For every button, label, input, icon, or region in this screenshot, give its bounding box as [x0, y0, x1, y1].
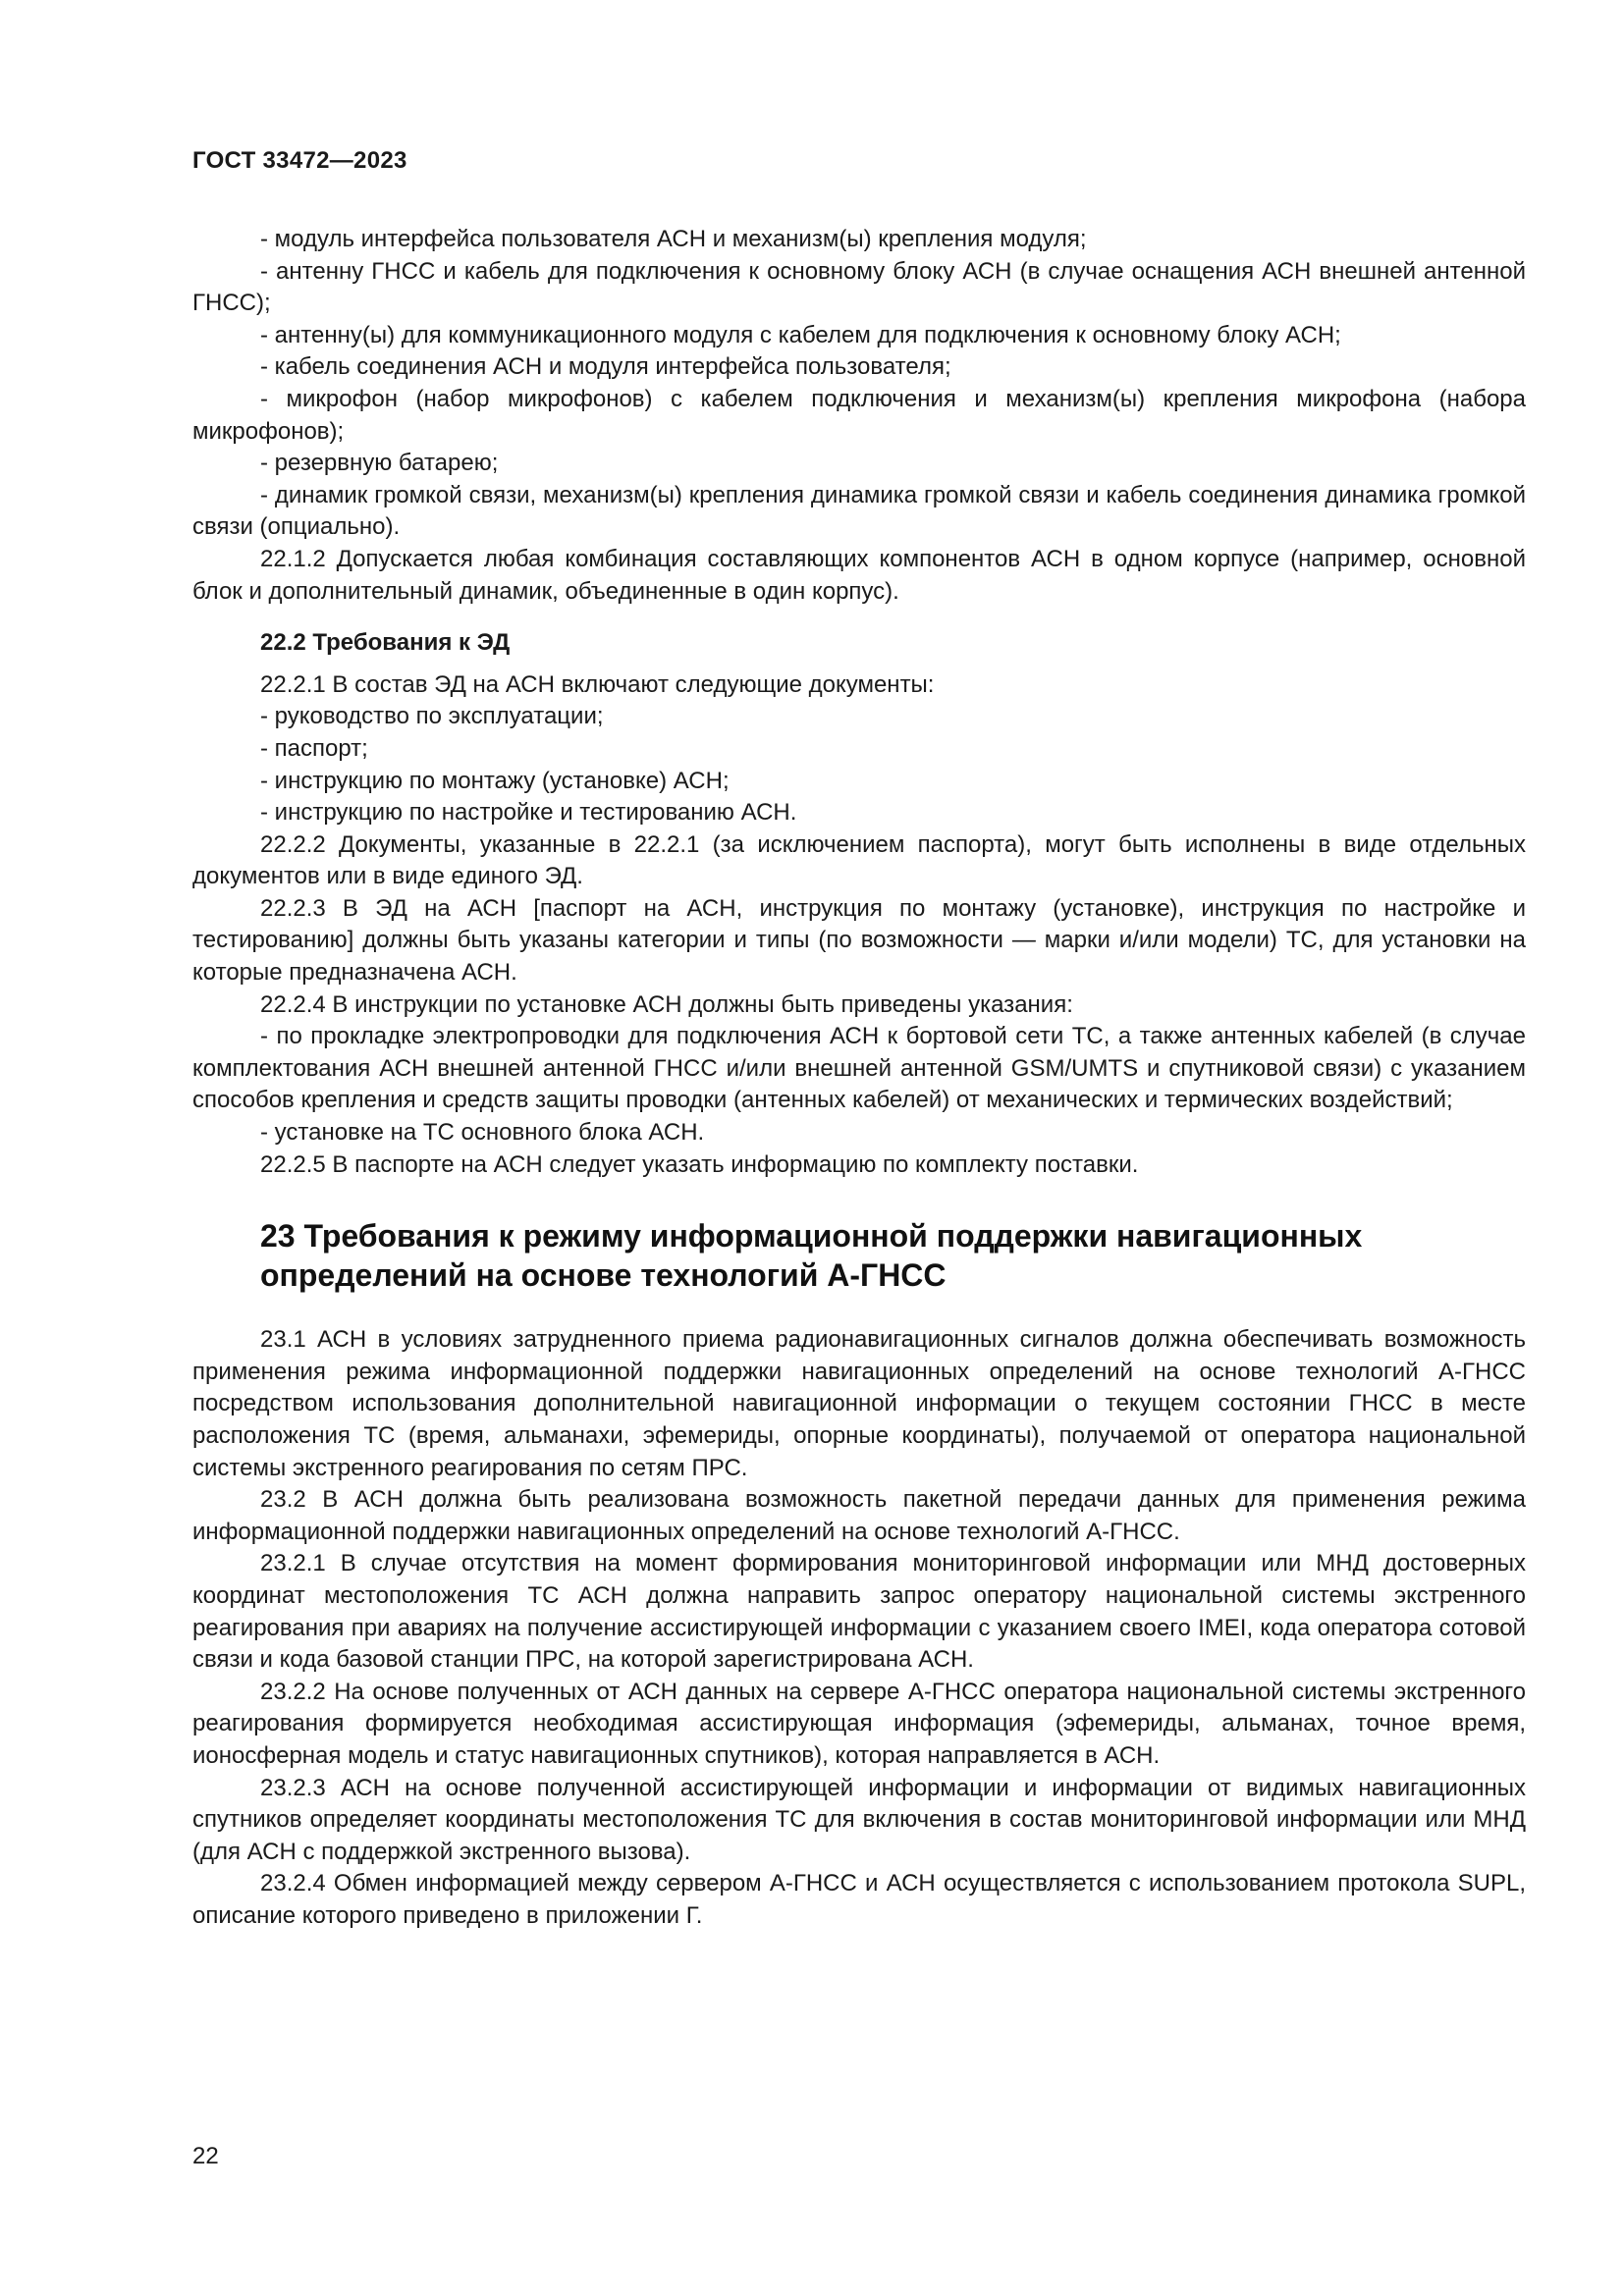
paragraph: 23.2.3 АСН на основе полученной ассистирующей информации и информации от видимых навигационных спутников определяет координаты местоположения ТС для включения в состав мониторинговой информации или МНД (для АСН с поддержкой экстренного вызова). [192, 1774, 1526, 1865]
paragraph: 23.2 В АСН должна быть реализована возможность пакетной передачи данных для применения режима информационной поддержки навигационных определений на основе технологий А-ГНСС. [192, 1486, 1526, 1545]
paragraph: 22.2.5 В паспорте на АСН следует указать информацию по комплекту поставки. [260, 1150, 1139, 1178]
list-item: - модуль интерфейса пользователя АСН и механизм(ы) крепления модуля; [260, 226, 1087, 252]
subsection-heading: 22.2 Требования к ЭД [260, 629, 511, 657]
list-item: - инструкцию по настройке и тестированию АСН. [260, 799, 797, 827]
list-item: - инструкцию по монтажу (установке) АСН; [260, 767, 730, 794]
paragraph: 22.2.4 В инструкции по установке АСН должны быть приведены указания: [260, 990, 1073, 1018]
document-header: ГОСТ 33472—2023 [192, 147, 407, 174]
section-heading: 23 Требования к режиму информационной поддержки навигационных определений на основе технологий А-ГНСС [260, 1218, 1363, 1294]
list-item: - кабель соединения АСН и модуля интерфейса пользователя; [260, 353, 951, 381]
page-content [192, 224, 1526, 1933]
paragraph: 23.2.1 В случае отсутствия на момент формирования мониторинговой информации или МНД достоверных координат местоположения ТС АСН должна направить запрос оператору национальной системы экстренного реагирования при авариях на получение ассистирующей информации с указанием своего IMEI, кода оператора сотовой связи и кода базовой станции ПРС, на которой зарегистрирована АСН. [192, 1550, 1526, 1674]
list-item: - руководство по эксплуатации; [260, 703, 604, 730]
paragraph: 22.2.1 В состав ЭД на АСН включают следующие документы: [260, 670, 935, 698]
paragraph: 23.2.4 Обмен информацией между сервером А-ГНСС и АСН осуществляется с использованием протокола SUPL, описание которого приведено в приложении Г. [192, 1870, 1526, 1929]
page-number: 22 [192, 2143, 219, 2169]
list-item: - установке на ТС основного блока АСН. [260, 1119, 705, 1147]
list-item: - паспорт; [260, 734, 368, 762]
list-item: - динамик громкой связи, механизм(ы) крепления динамика громкой связи и кабель соединения динамика громкой связи (опциально). [192, 481, 1526, 541]
paragraph: 22.2.2 Документы, указанные в 22.2.1 (за исключением паспорта), могут быть исполнены в виде отдельных документов или в виде единого ЭД. [192, 830, 1526, 890]
list-item: - антенну(ы) для коммуникационного модуля с кабелем для подключения к основному блоку АСН; [260, 321, 1341, 348]
paragraph: 22.1.2 Допускается любая комбинация составляющих компонентов АСН в одном корпусе (например, основной блок и дополнительный динамик, объединенные в один корпус). [192, 545, 1526, 605]
paragraph: 23.2.2 На основе полученных от АСН данных на сервере А-ГНСС оператора национальной системы экстренного реагирования формируется необходимая ассистирующая информация (эфемериды, альманах, точное время, ионосферная модель и статус навигационных спутников), которая направляется в АСН. [192, 1678, 1526, 1769]
paragraph: 23.1 АСН в условиях затрудненного приема радионавигационных сигналов должна обеспечивать возможность применения режима информационной поддержки навигационных определений на основе технологий А-ГНСС посредством использования дополнительной навигационной информации о текущем состоянии ГНСС в месте расположения ТС (время, альманахи, эфемериды, опорные координаты), получаемой от оператора национальной системы экстренного реагирования по сетям ПРС. [192, 1326, 1526, 1481]
list-item: - антенну ГНСС и кабель для подключения к основному блоку АСН (в случае оснащения АСН внешней антенной ГНСС); [192, 257, 1526, 317]
list-item: - микрофон (набор микрофонов) с кабелем подключения и механизм(ы) крепления микрофона (набора микрофонов); [192, 385, 1526, 445]
list-item: - резервную батарею; [260, 450, 499, 477]
paragraph: 22.2.3 В ЭД на АСН [паспорт на АСН, инструкция по монтажу (установке), инструкция по настройке и тестированию] должны быть указаны категории и типы (по возможности — марки и/или модели) ТС, для установки на которые предназначена АСН. [192, 894, 1526, 987]
list-item: - по прокладке электропроводки для подключения АСН к бортовой сети ТС, а также антенных кабелей (в случае комплектования АСН внешней антенной ГНСС и/или внешней антенной GSM/UMTS и спутниковой связи) с указанием способов крепления и средств защиты проводки (антенных кабелей) от механических и термических воздействий; [192, 1023, 1526, 1114]
